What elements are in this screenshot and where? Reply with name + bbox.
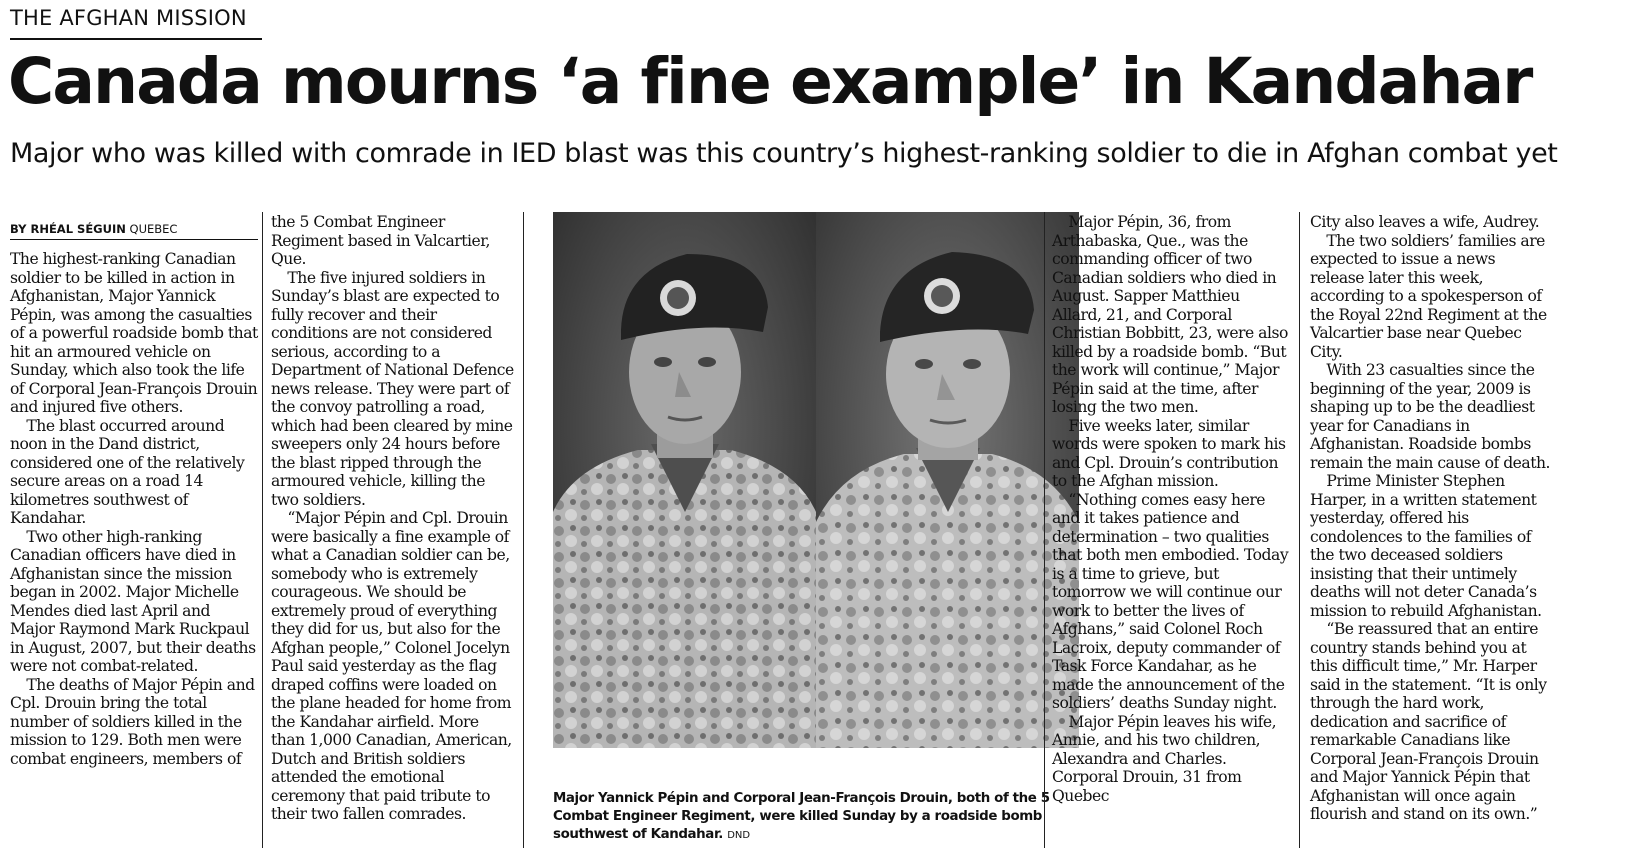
paragraph: Major Pépin, 36, from Arthabaska, Que., was the commanding officer of two Canadian soldiers who died in August. Sapper Matthieu Allard, 21, and Corporal Christian Bobbitt, 23, were also killed by a roadside bomb. “But the work will continue,” Major Pépin said at the time, after losing the two men. (1052, 213, 1288, 416)
column-rule (1044, 212, 1045, 848)
paragraph: The highest-ranking Canadian soldier to be killed in action in Afghanistan, Major Yannick Pépin, was among the casualties of a powerful roadside bomb that hit an armoured vehicle on Sunday, which also took the life of Corporal Jean-François Drouin and injured five others. (10, 250, 258, 416)
paragraph: The deaths of Major Pépin and Cpl. Drouin bring the total number of soldiers killed in the mission to 129. Both men were combat engineers, members of (10, 675, 255, 768)
article-column (1310, 213, 1552, 824)
photo-caption (553, 790, 1079, 845)
paragraph: With 23 casualties since the beginning of the year, 2009 is shaping up to be the deadliest year for Canadians in Afghanistan. Roadside bombs remain the main cause of death. (1310, 361, 1550, 472)
photo-drouin (816, 212, 1079, 748)
paragraph: The five injured soldiers in Sunday’s blast are expected to fully recover and their conditions are not considered serious, according to a Department of National Defence news release. They were part of the convoy patrolling a road, which had been cleared by mine sweepers only 24 hours before the blast ripped through the armoured vehicle, killing the two soldiers. (271, 268, 514, 509)
caption-text: Major Yannick Pépin and Corporal Jean-François Drouin, both of the 5 Combat Engineer Regiment, were killed Sunday by a roadside bomb southwest of Kandahar. (553, 791, 1050, 842)
byline-location: QUEBEC (129, 222, 178, 236)
paragraph: Five weeks later, similar words were spoken to mark his and Cpl. Drouin’s contribution to the Afghan mission. (1052, 416, 1286, 490)
article-column (1052, 213, 1292, 805)
paragraph: “Major Pépin and Cpl. Drouin were basically a fine example of what a Canadian soldier can be, somebody who is extremely courageous. We should be extremely proud of everything they did for us, but also for the Afghan people,” Colonel Jocelyn Paul said yesterday as the flag draped coffins were loaded on the plane headed for home from the Kandahar airfield. More than 1,000 Canadian, American, Dutch and British soldiers attended the emotional ceremony that paid tribute to their two fallen comrades. (271, 509, 512, 823)
byline (10, 222, 258, 240)
paragraph: The blast occurred around noon in the Dand district, considered one of the relatively secure areas on a road 14 kilometres southwest of Kandahar. (10, 416, 245, 527)
column-rule (523, 212, 524, 848)
photo-pepin (553, 212, 816, 748)
paragraph: City also leaves a wife, Audrey. (1310, 213, 1540, 231)
paragraph: Two other high-ranking Canadian officers have died in Afghanistan since the mission began in 2002. Major Michelle Mendes died last April and Major Raymond Mark Ruckpaul in August, 2007, but their deaths were not combat-related. (10, 527, 256, 675)
paragraph: The two soldiers’ families are expected to issue a news release later this week, according to a spokesperson of the Royal 22nd Regiment at the Valcartier base near Quebec City. (1310, 231, 1547, 361)
article-column (10, 250, 258, 768)
photo-credit: DND (727, 830, 751, 841)
article-column (271, 213, 516, 824)
paragraph: the 5 Combat Engineer Regiment based in Valcartier, Que. (271, 213, 490, 268)
soldier-portrait-1 (553, 212, 816, 748)
paragraph: “Be reassured that an entire country stands behind you at this difficult time,” Mr. Harper said in the statement. “It is only through the hard work, dedication and sacrifice of remarkable Canadians like Corporal Jean-François Drouin and Major Yannick Pépin that Afghanistan will once again flourish and stand on its own.” (1310, 620, 1547, 823)
paragraph: Major Pépin leaves his wife, Annie, and his two children, Alexandra and Charles. Corporal Drouin, 31 from Quebec (1052, 712, 1277, 805)
column-rule (1299, 212, 1300, 848)
soldier-portrait-2 (816, 212, 1079, 748)
kicker-rule (10, 38, 262, 40)
paragraph: Prime Minister Stephen Harper, in a written statement yesterday, offered his condolences to the families of the two deceased soldiers insisting that their untimely deaths will not deter Canada’s mission to rebuild Afghanistan. (1310, 472, 1542, 620)
paragraph: “Nothing comes easy here and it takes patience and determination – two qualities that both men embodied. Today is a time to grieve, but tomorrow we will continue our work to better the lives of Afghans,” said Colonel Roch Lacroix, deputy commander of Task Force Kandahar, as he made the announcement of the soldiers’ deaths Sunday night. (1052, 490, 1289, 712)
column-rule (262, 212, 263, 848)
deck: Major who was killed with comrade in IED blast was this country’s highest-ranking soldier to die in Afghan combat yet (10, 138, 1558, 169)
section-kicker: THE AFGHAN MISSION (10, 6, 247, 30)
byline-author: BY RHÉAL SÉGUIN (10, 222, 126, 236)
headline: Canada mourns ‘a fine example’ in Kandahar (8, 45, 1532, 118)
